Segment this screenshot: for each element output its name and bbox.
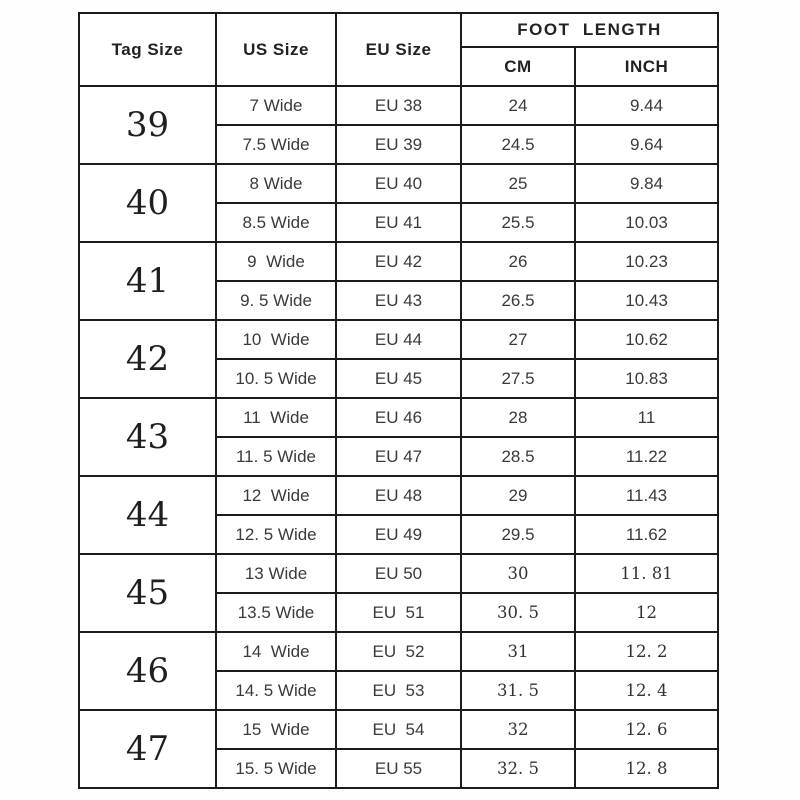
tag-size-cell: 43: [79, 398, 216, 476]
eu-size-cell: EU 44: [336, 320, 461, 359]
us-size-cell: 12 Wide: [216, 476, 336, 515]
table-row: [79, 632, 718, 671]
foot-cm-cell: 30. 5: [461, 593, 575, 632]
header-cm: CM: [461, 47, 575, 86]
eu-size-cell: EU 42: [336, 242, 461, 281]
header-inch: INCH: [575, 47, 718, 86]
us-size-cell: 15 Wide: [216, 710, 336, 749]
foot-inch-cell: 9.84: [575, 164, 718, 203]
table-row: [79, 86, 718, 125]
foot-inch-cell: 10.23: [575, 242, 718, 281]
tag-size-cell: 46: [79, 632, 216, 710]
foot-cm-cell: 29: [461, 476, 575, 515]
foot-inch-cell: 11.43: [575, 476, 718, 515]
us-size-cell: 15. 5 Wide: [216, 749, 336, 788]
foot-cm-cell: 31: [461, 632, 575, 671]
foot-cm-cell: 31. 5: [461, 671, 575, 710]
us-size-cell: 9. 5 Wide: [216, 281, 336, 320]
eu-size-cell: EU 45: [336, 359, 461, 398]
foot-cm-cell: 24.5: [461, 125, 575, 164]
foot-cm-cell: 27: [461, 320, 575, 359]
foot-inch-cell: 12. 8: [575, 749, 718, 788]
tag-size-cell: 47: [79, 710, 216, 788]
foot-inch-cell: 9.64: [575, 125, 718, 164]
foot-cm-cell: 32. 5: [461, 749, 575, 788]
foot-cm-cell: 28: [461, 398, 575, 437]
header-eu-size: EU Size: [336, 13, 461, 86]
foot-cm-cell: 25: [461, 164, 575, 203]
table-row: [79, 164, 718, 203]
table-row: [79, 554, 718, 593]
header-foot-length: FOOT LENGTH: [461, 13, 718, 47]
foot-inch-cell: 11: [575, 398, 718, 437]
us-size-cell: 14. 5 Wide: [216, 671, 336, 710]
tag-size-cell: 41: [79, 242, 216, 320]
eu-size-cell: EU 41: [336, 203, 461, 242]
us-size-cell: 7.5 Wide: [216, 125, 336, 164]
eu-size-cell: EU 40: [336, 164, 461, 203]
foot-cm-cell: 27.5: [461, 359, 575, 398]
eu-size-cell: EU 48: [336, 476, 461, 515]
foot-inch-cell: 10.43: [575, 281, 718, 320]
foot-cm-cell: 29.5: [461, 515, 575, 554]
us-size-cell: 7 Wide: [216, 86, 336, 125]
header-us-size: US Size: [216, 13, 336, 86]
foot-cm-cell: 30: [461, 554, 575, 593]
tag-size-cell: 40: [79, 164, 216, 242]
foot-inch-cell: 10.62: [575, 320, 718, 359]
foot-inch-cell: 12. 6: [575, 710, 718, 749]
table-row: [79, 242, 718, 281]
eu-size-cell: EU 39: [336, 125, 461, 164]
foot-cm-cell: 25.5: [461, 203, 575, 242]
eu-size-cell: EU 38: [336, 86, 461, 125]
tag-size-cell: 42: [79, 320, 216, 398]
foot-inch-cell: 9.44: [575, 86, 718, 125]
eu-size-cell: EU 52: [336, 632, 461, 671]
eu-size-cell: EU 50: [336, 554, 461, 593]
eu-size-cell: EU 49: [336, 515, 461, 554]
header-tag-size: Tag Size: [79, 13, 216, 86]
table-body: [79, 86, 718, 788]
tag-size-cell: 44: [79, 476, 216, 554]
eu-size-cell: EU 47: [336, 437, 461, 476]
table-header: [79, 13, 718, 86]
eu-size-cell: EU 43: [336, 281, 461, 320]
foot-cm-cell: 32: [461, 710, 575, 749]
table-row: [79, 710, 718, 749]
us-size-cell: 8.5 Wide: [216, 203, 336, 242]
us-size-cell: 10 Wide: [216, 320, 336, 359]
tag-size-cell: 45: [79, 554, 216, 632]
table-row: [79, 320, 718, 359]
foot-inch-cell: 10.83: [575, 359, 718, 398]
foot-inch-cell: 11. 81: [575, 554, 718, 593]
table-row: [79, 398, 718, 437]
foot-cm-cell: 26.5: [461, 281, 575, 320]
foot-inch-cell: 12: [575, 593, 718, 632]
foot-cm-cell: 26: [461, 242, 575, 281]
us-size-cell: 8 Wide: [216, 164, 336, 203]
eu-size-cell: EU 54: [336, 710, 461, 749]
us-size-cell: 11. 5 Wide: [216, 437, 336, 476]
us-size-cell: 14 Wide: [216, 632, 336, 671]
foot-inch-cell: 10.03: [575, 203, 718, 242]
us-size-cell: 13 Wide: [216, 554, 336, 593]
eu-size-cell: EU 53: [336, 671, 461, 710]
foot-cm-cell: 28.5: [461, 437, 575, 476]
us-size-cell: 13.5 Wide: [216, 593, 336, 632]
size-chart-table: [78, 12, 719, 789]
foot-inch-cell: 12. 2: [575, 632, 718, 671]
foot-cm-cell: 24: [461, 86, 575, 125]
foot-inch-cell: 12. 4: [575, 671, 718, 710]
us-size-cell: 11 Wide: [216, 398, 336, 437]
eu-size-cell: EU 46: [336, 398, 461, 437]
table-row: [79, 476, 718, 515]
us-size-cell: 10. 5 Wide: [216, 359, 336, 398]
eu-size-cell: EU 55: [336, 749, 461, 788]
eu-size-cell: EU 51: [336, 593, 461, 632]
foot-inch-cell: 11.62: [575, 515, 718, 554]
us-size-cell: 9 Wide: [216, 242, 336, 281]
tag-size-cell: 39: [79, 86, 216, 164]
us-size-cell: 12. 5 Wide: [216, 515, 336, 554]
foot-inch-cell: 11.22: [575, 437, 718, 476]
